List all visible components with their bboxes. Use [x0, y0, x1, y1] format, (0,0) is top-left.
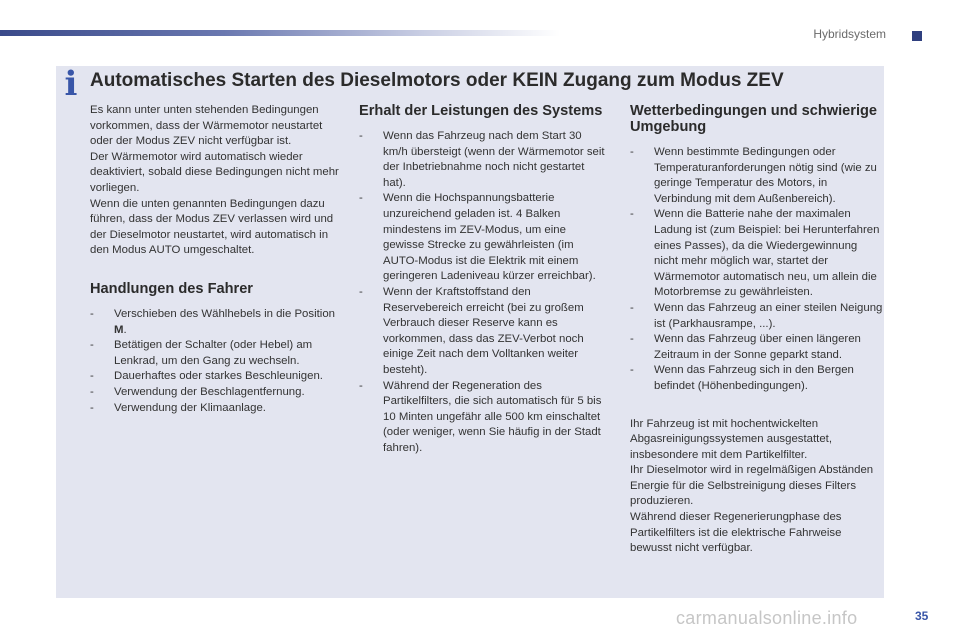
page-number: 35 — [915, 609, 929, 623]
list-item — [90, 369, 342, 385]
list-dash: - — [630, 301, 634, 314]
column-weather-conditions — [630, 103, 884, 557]
driver-actions-list — [90, 307, 342, 416]
list-item — [630, 363, 884, 394]
info-icon: i — [64, 64, 78, 104]
list-item-text: Wenn bestimmte Bedingungen oder Temperaturanforderungen nötig sind (wie zu geringe Temperatur des Motors, in Verbindung mit dem Außenbereich). — [654, 146, 877, 205]
list-item-text: Während der Regeneration des Partikelfilters, die sich automatisch für 5 bis 10 Minten ungefähr alle 500 km einschaltet (oder weniger, wenn Sie häufig in der Stadt fahren). — [383, 379, 602, 454]
note-paragraph: Ihr Dieselmotor wird in regelmäßigen Abständen Energie für die Selbstreinigung dieses Filters produzieren. — [630, 464, 874, 508]
list-item — [90, 401, 342, 417]
list-dash: - — [630, 364, 634, 377]
intro-paragraph: Der Wärmemotor wird automatisch wieder deaktiviert, sobald diese Bedingungen nicht mehr vorliegen. — [90, 150, 339, 194]
intro-paragraph: Es kann unter unten stehenden Bedingungen vorkommen, dass der Wärmemotor neustartet oder der Modus ZEV nicht verfügbar ist. — [90, 104, 323, 148]
column-intro — [90, 103, 342, 416]
list-item — [630, 207, 884, 301]
system-performance-list — [359, 129, 609, 456]
list-item — [630, 332, 884, 363]
intro-paragraph: Wenn die unten genannten Bedingungen dazu führen, dass der Modus ZEV verlassen wird und der Dieselmotor neustartet, wird automatisch in den Modus AUTO umgeschaltet. — [90, 197, 334, 257]
list-item-text: Wenn das Fahrzeug über einen längeren Zeitraum in der Sonne geparkt stand. — [654, 333, 861, 361]
list-item-text: Wenn der Kraftstoffstand den Reservebereich erreicht (bei zu großem Verbrauch dieser Reserve kann es vorkommen, dass das ZEV-Verbot noch einige Zeit nach dem Volltanken weiter besteht). — [383, 285, 584, 376]
list-item — [359, 191, 609, 285]
list-item — [90, 307, 342, 338]
list-item — [630, 301, 884, 332]
list-dash: - — [90, 370, 94, 383]
list-item — [359, 285, 609, 379]
watermark: carmanualsonline.info — [676, 608, 858, 628]
list-item-text: Verwendung der Beschlagentfernung. — [114, 385, 305, 398]
list-dash: - — [90, 339, 94, 352]
note-paragraph: Während dieser Regenerierungphase des Partikelfilters ist die elektrische Fahrweise bewusst nicht verfügbar. — [630, 511, 842, 555]
note-paragraph: Ihr Fahrzeug ist mit hochentwickelten Abgasreinigungssystemen ausgestattet, insbesondere mit dem Partikelfilter. — [630, 417, 832, 461]
list-dash: - — [359, 379, 363, 392]
list-item — [359, 129, 609, 191]
list-dash: - — [90, 307, 94, 320]
list-dash: - — [359, 192, 363, 205]
page-title: Automatisches Starten des Dieselmotors oder KEIN Zugang zum Modus ZEV — [90, 70, 784, 91]
list-item — [90, 385, 342, 401]
list-item — [630, 145, 884, 207]
list-item-text: Dauerhaftes oder starkes Beschleunigen. — [114, 370, 323, 383]
list-item-text-end: . — [123, 323, 127, 336]
header-accent-bar — [0, 30, 560, 36]
list-dash: - — [630, 208, 634, 221]
list-item-text: Wenn das Fahrzeug an einer steilen Neigung ist (Parkhausrampe, ...). — [654, 301, 883, 330]
section-marker-square — [912, 31, 922, 41]
list-item-text: Betätigen der Schalter (oder Hebel) am Lenkrad, um den Gang zu wechseln. — [114, 339, 313, 367]
system-performance-heading: Erhalt der Leistungen des Systems — [359, 103, 603, 119]
list-dash: - — [630, 146, 634, 158]
particle-filter-note — [630, 417, 884, 557]
list-dash: - — [90, 385, 94, 398]
list-dash: - — [90, 401, 94, 414]
list-item — [90, 338, 342, 369]
gear-position-label: M — [114, 323, 124, 336]
list-item — [359, 379, 609, 457]
weather-conditions-heading: Wetterbedingungen und schwierige Umgebung — [630, 103, 878, 135]
list-dash: - — [359, 285, 363, 298]
list-item-text: Wenn die Hochspannungsbatterie unzureichend geladen ist. 4 Balken mindestens im ZEV-Modus, um eine gewisse Strecke zu gewährleisten (im AUTO-Modus ist die Elektrik mit einem geringeren Ladeniveau kürzer erreichbar). — [383, 192, 596, 283]
list-item-text: Verschieben des Wählhebels in die Position — [114, 307, 335, 320]
list-item-text: Wenn die Batterie nahe der maximalen Ladung ist (zum Beispiel: bei Herunterfahren eines Passes), da die Wiedergewinnung nicht mehr möglich war, startet der Wärmemotor automatisch neu, um allein die Motorbremse zu gewährleisten. — [654, 208, 880, 299]
section-title: Hybridsystem — [813, 27, 886, 41]
column-system-performance — [359, 103, 609, 456]
list-dash: - — [359, 130, 363, 142]
list-dash: - — [630, 333, 634, 346]
list-item-text: Wenn das Fahrzeug sich in den Bergen befindet (Höhenbedingungen). — [654, 364, 854, 392]
list-item-text: Verwendung der Klimaanlage. — [114, 401, 266, 414]
list-item-text: Wenn das Fahrzeug nach dem Start 30 km/h übersteigt (wenn der Wärmemotor seit der Inbetriebnahme noch nicht gestartet hat). — [383, 130, 605, 189]
driver-actions-heading: Handlungen des Fahrer — [90, 280, 253, 297]
weather-conditions-list — [630, 145, 884, 395]
